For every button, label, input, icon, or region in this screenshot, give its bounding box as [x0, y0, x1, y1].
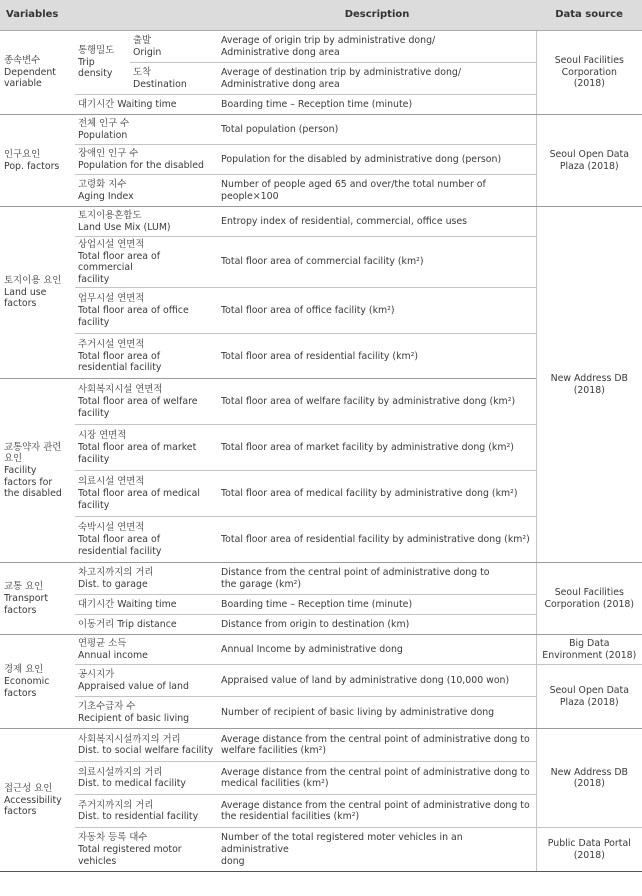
desc-registered-vehicles: Number of the total registered moter vehicles in an administrative dong: [218, 828, 536, 872]
desc-dist-medical: Average distance from the central point of administrative dong to medical facilities (km²): [218, 762, 536, 795]
source-big-data: Big Data Environment (2018): [536, 635, 642, 665]
desc-disabled-population: Population for the disabled by administrative dong (person): [218, 145, 536, 175]
desc-lodging-area: Total floor area of residential facility by administrative dong (km²): [218, 517, 536, 563]
table-row: [0, 563, 642, 595]
desc-welfare-area: Total floor area of welfare facility by administrative dong (km²): [218, 379, 536, 425]
source-new-address-db: New Address DB (2018): [536, 207, 642, 563]
table-row: [0, 115, 642, 145]
source-new-address-db-access: New Address DB (2018): [536, 729, 642, 828]
table-row: [0, 635, 642, 665]
label-office-area: 업무시설 연면적 Total floor area of office facility: [75, 288, 218, 334]
desc-dist-garage: Distance from the central point of administrative dong to the garage (km²): [218, 563, 536, 595]
label-market-area: 시장 연면적 Total floor area of market facility: [75, 425, 218, 471]
category-facility: 교통약자 관련 요인 Facility factors for the disabled: [0, 379, 75, 563]
label-lum: 토지이용혼합도 Land Use Mix (LUM): [75, 207, 218, 237]
desc-aging-index: Number of people aged 65 and over/the total number of people×100: [218, 175, 536, 207]
label-registered-vehicles: 자동차 등록 대수 Total registered motor vehicles: [75, 828, 218, 872]
category-land-use: 토지이용 요인 Land use factors: [0, 207, 75, 379]
desc-office-area: Total floor area of office facility (km²): [218, 288, 536, 334]
label-population: 전체 인구 수 Population: [75, 115, 218, 145]
category-economic: 경제 요인 Economic factors: [0, 635, 75, 729]
category-transport: 교통 요인 Transport factors: [0, 563, 75, 635]
category-dependent: 종속변수 Dependent variable: [0, 31, 75, 115]
label-transport-waiting: 대기시간 Waiting time: [75, 595, 218, 615]
label-land-value: 공시지가 Appraised value of land: [75, 665, 218, 697]
table-row: [0, 665, 642, 697]
label-dist-welfare: 사회복지시설까지의 거리 Dist. to social welfare facility: [75, 729, 218, 762]
desc-medical-area: Total floor area of medical facility by administrative dong (km²): [218, 471, 536, 517]
label-trip-density: 통행밀도 Trip density: [75, 31, 130, 95]
desc-origin: Average of origin trip by administrative dong/ Administrative dong area: [218, 31, 536, 63]
desc-population: Total population (person): [218, 115, 536, 145]
source-public-data-portal: Public Data Portal (2018): [536, 828, 642, 872]
desc-land-value: Appraised value of land by administrative dong (10,000 won): [218, 665, 536, 697]
label-lodging-area: 숙박시설 연면적 Total floor area of residential facility: [75, 517, 218, 563]
label-basic-living: 기초수급자 수 Recipient of basic living: [75, 697, 218, 729]
label-medical-area: 의료시설 연면적 Total floor area of medical facility: [75, 471, 218, 517]
desc-market-area: Total floor area of market facility by administrative dong (km²): [218, 425, 536, 471]
desc-trip-distance: Distance from origin to destination (km): [218, 615, 536, 635]
label-waiting-time: 대기시간 Waiting time: [75, 95, 218, 115]
table-row: [0, 729, 642, 762]
table-row: [0, 207, 642, 237]
header-description: Description: [218, 0, 536, 31]
source-transport: Seoul Facilities Corporation (2018): [536, 563, 642, 635]
source-dependent: Seoul Facilities Corporation (2018): [536, 31, 642, 115]
label-dist-garage: 차고지까지의 거리 Dist. to garage: [75, 563, 218, 595]
table-row: [0, 828, 642, 872]
label-aging-index: 고령화 지수 Aging Index: [75, 175, 218, 207]
label-dist-residential: 주거지까지의 거리 Dist. to residential facility: [75, 795, 218, 828]
desc-destination: Average of destination trip by administrative dong/ Administrative dong area: [218, 63, 536, 95]
desc-waiting-time: Boarding time – Reception time (minute): [218, 95, 536, 115]
category-accessibility: 접근성 요인 Accessibility factors: [0, 729, 75, 872]
label-dist-medical: 의료시설까지의 거리 Dist. to medical facility: [75, 762, 218, 795]
label-disabled-population: 장애인 인구 수 Population for the disabled: [75, 145, 218, 175]
label-destination: 도착 Destination: [130, 63, 218, 95]
desc-transport-waiting: Boarding time – Reception time (minute): [218, 595, 536, 615]
category-population: 인구요인 Pop. factors: [0, 115, 75, 207]
label-welfare-area: 사회복지시설 연면적 Total floor area of welfare facility: [75, 379, 218, 425]
source-population: Seoul Open Data Plaza (2018): [536, 115, 642, 207]
source-open-data-econ: Seoul Open Data Plaza (2018): [536, 665, 642, 729]
label-residential-area: 주거시설 연면적 Total floor area of residential facility: [75, 334, 218, 379]
desc-residential-area: Total floor area of residential facility (km²): [218, 334, 536, 379]
desc-commercial-area: Total floor area of commercial facility (km²): [218, 237, 536, 288]
label-origin: 출발 Origin: [130, 31, 218, 63]
desc-basic-living: Number of recipient of basic living by administrative dong: [218, 697, 536, 729]
desc-lum: Entropy index of residential, commercial, office uses: [218, 207, 536, 237]
desc-annual-income: Annual Income by administrative dong: [218, 635, 536, 665]
label-annual-income: 연평균 소득 Annual income: [75, 635, 218, 665]
desc-dist-welfare: Average distance from the central point of administrative dong to welfare facilities (km²): [218, 729, 536, 762]
label-commercial-area: 상업시설 연면적 Total floor area of commercial facility: [75, 237, 218, 288]
table-row: [0, 31, 642, 63]
header-data-source: Data source: [536, 0, 642, 31]
label-trip-distance: 이동거리 Trip distance: [75, 615, 218, 635]
header-variables: Variables: [0, 0, 218, 31]
header-row: [0, 0, 642, 31]
desc-dist-residential: Average distance from the central point of administrative dong to the residential facilities (km²): [218, 795, 536, 828]
